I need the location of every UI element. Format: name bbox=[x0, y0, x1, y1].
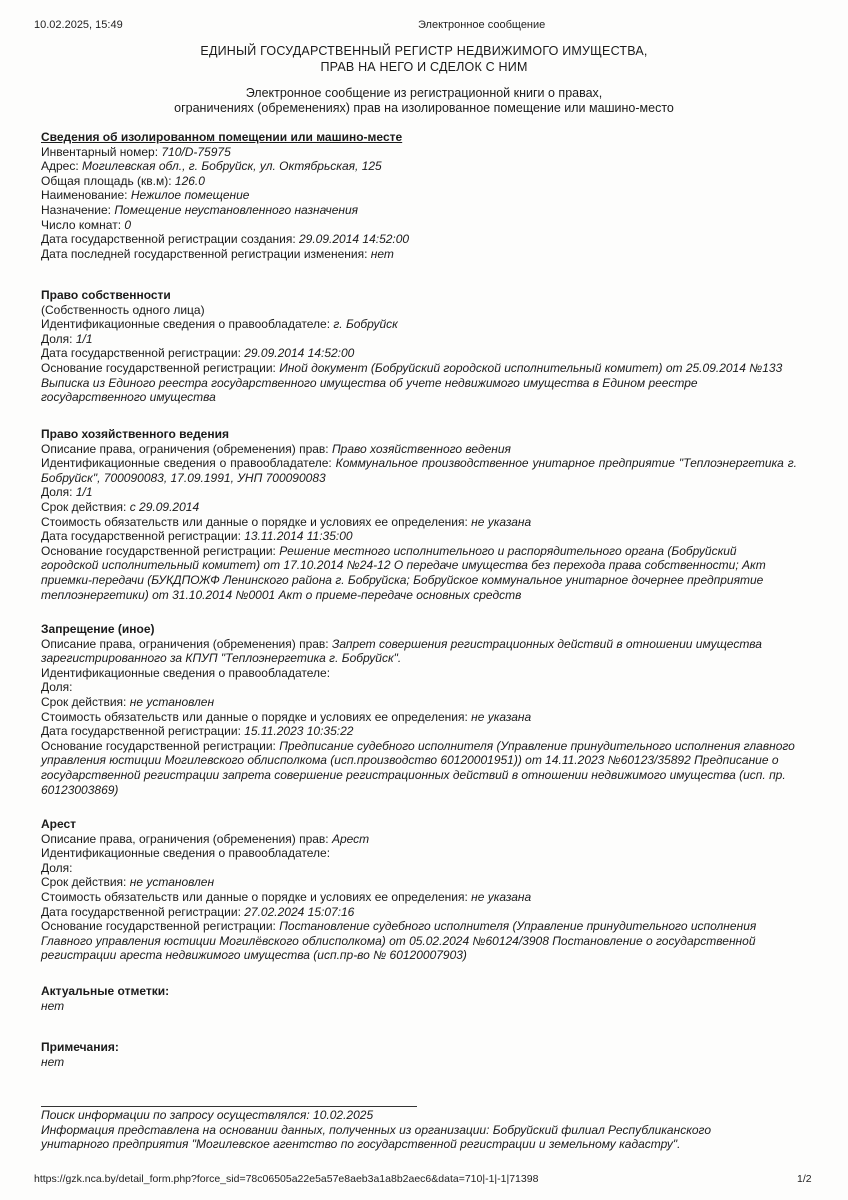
economic-right-desc: Описание права, ограничения (обременения) прав: Право хозяйственного ведения bbox=[41, 441, 511, 456]
ownership-share: Доля: 1/1 bbox=[41, 331, 93, 346]
field-name: Наименование: Нежилое помещение bbox=[41, 188, 250, 203]
actual-marks-value: нет bbox=[41, 998, 65, 1013]
print-doc-type: Электронное сообщение bbox=[418, 19, 546, 31]
arrest-reg-date: Дата государственной регистрации: 27.02.2024 15:07:16 bbox=[41, 904, 355, 919]
prohibition-reg-date: Дата государственной регистрации: 15.11.2023 10:35:22 bbox=[41, 724, 354, 739]
economic-right-holder: Идентификационные сведения о правообладателе: Коммунальное производственное унитарное предприятие "Теплоэнергетика г. Бобруйск", 700090083, 17.09.1991, УНП 700090083 bbox=[41, 456, 797, 485]
notes-heading: Примечания: bbox=[41, 1040, 119, 1054]
field-total-area: Общая площадь (кв.м): 126.0 bbox=[41, 173, 205, 188]
ownership-reg-date: Дата государственной регистрации: 29.09.2014 14:52:00 bbox=[41, 346, 355, 361]
prohibition-desc: Описание права, ограничения (обременения) прав: Запрет совершения регистрационных действий в отношении имущества зарегистрированного за КПУП "Теплоэнергетика г. Бобруйск". bbox=[41, 636, 762, 666]
prohibition-share: Доля: bbox=[41, 680, 73, 695]
prohibition-basis: Основание государственной регистрации: Предписание судебного исполнителя (Управление принудительного исполнения главного управления юстиции Могилевского облисполкома (исп.производство 60120001951)) от 14.11.2023 №60123/35892 Предписание о государственной регистрации запрета совершение регистрационных действий в отношении недвижимого имущества (исп. пр. 60123003869) bbox=[41, 738, 795, 797]
economic-right-basis: Основание государственной регистрации: Решение местного исполнительного и распорядительного органа (Бобруйский городской исполнительный комитет) от 17.10.2014 №24-12 О передаче имущества без перехода права собственности; Акт приемки-передачи (БУКДПОЖФ Ленинского района г. Бобруйска; Бобруйское коммунальное унитарное дочернее предприятие теплоэнергетики) от 31.10.2014 №0001 Акт о приеме-передаче основных средств bbox=[41, 543, 766, 602]
arrest-term: Срок действия: не установлен bbox=[41, 875, 215, 890]
ownership-basis: Основание государственной регистрации: Иной документ (Бобруйский городской исполнительный комитет) от 25.09.2014 №133 Выписка из Единого реестра государственного имущества об учете недвижимого имущества в Едином реестре государственного имущества bbox=[41, 360, 783, 405]
arrest-desc: Описание права, ограничения (обременения) прав: Арест bbox=[41, 831, 370, 846]
arrest-holder: Идентификационные сведения о правообладателе: bbox=[41, 846, 331, 861]
arrest-share: Доля: bbox=[41, 860, 73, 875]
field-purpose: Назначение: Помещение неустановленного назначения bbox=[41, 202, 359, 217]
message-subtitle bbox=[0, 86, 848, 115]
prohibition-term: Срок действия: не установлен bbox=[41, 694, 215, 709]
message-subtitle-line2: ограничениях (обременениях) прав на изолированное помещение или машино-место bbox=[174, 100, 674, 115]
source-org-note: Информация представлена на основании данных, полученных из организации: Бобруйский филиал Республиканского унитарного предприятия "Могилевское агентство по государственной регистрации и земельному кадастру". bbox=[41, 1122, 711, 1152]
notes-section bbox=[41, 1040, 797, 1069]
economic-right-share: Доля: 1/1 bbox=[41, 485, 93, 500]
economic-right-reg-date: Дата государственной регистрации: 13.11.2014 11:35:00 bbox=[41, 529, 353, 544]
register-title-line1: ЕДИНЫЙ ГОСУДАРСТВЕННЫЙ РЕГИСТР НЕДВИЖИМОГО ИМУЩЕСТВА, bbox=[200, 44, 648, 58]
arrest-basis: Основание государственной регистрации: Постановление судебного исполнителя (Управление принудительного исполнения Главного управления юстиции Могилёвского облисполкома) от 05.02.2024 №60124/3908 Постановление о государственной регистрации ареста недвижимого имущества (исп.пр-во № 60120007903) bbox=[41, 919, 757, 963]
field-inventory-number: Инвентарный номер: 710/D-75975 bbox=[41, 144, 231, 159]
field-rooms: Число комнат: 0 bbox=[41, 217, 132, 232]
actual-marks-section bbox=[41, 984, 797, 1013]
register-title-line2: ПРАВ НА НЕГО И СДЕЛОК С НИМ bbox=[320, 59, 528, 74]
page-url: https://gzk.nca.by/detail_form.php?force_sid=78c06505a22e5a57e8aeb3a1a8b2aec6&data=710|-1|-1|71398 bbox=[34, 1173, 539, 1185]
register-title bbox=[0, 44, 848, 75]
prohibition-cost: Стоимость обязательств или данные о порядке и условиях ее определения: не указана bbox=[41, 709, 532, 724]
footer-note bbox=[41, 1108, 781, 1152]
prohibition-section bbox=[41, 622, 797, 797]
ownership-heading: Право собственности bbox=[41, 288, 171, 302]
arrest-cost: Стоимость обязательств или данные о порядке и условиях ее определения: не указана bbox=[41, 889, 532, 904]
prohibition-holder: Идентификационные сведения о правообладателе: bbox=[41, 665, 331, 680]
premises-heading: Сведения об изолированном помещении или машино-месте bbox=[41, 130, 403, 144]
arrest-heading: Арест bbox=[41, 817, 77, 831]
economic-right-term: Срок действия: с 29.09.2014 bbox=[41, 499, 200, 514]
economic-right-heading: Право хозяйственного ведения bbox=[41, 427, 229, 441]
ownership-kind: (Собственность одного лица) bbox=[41, 302, 205, 317]
footer-divider bbox=[41, 1106, 417, 1107]
field-last-change: Дата последней государственной регистрации изменения: нет bbox=[41, 246, 394, 261]
ownership-holder: Идентификационные сведения о правообладателе: г. Бобруйск bbox=[41, 317, 398, 332]
search-date-note: Поиск информации по запросу осуществлялся: 10.02.2025 bbox=[41, 1108, 374, 1122]
message-subtitle-line1: Электронное сообщение из регистрационной книги о правах, bbox=[245, 86, 603, 100]
ownership-section bbox=[41, 288, 797, 405]
print-datetime: 10.02.2025, 15:49 bbox=[34, 19, 123, 31]
field-address: Адрес: Могилевская обл., г. Бобруйск, ул. Октябрьская, 125 bbox=[41, 159, 382, 174]
economic-right-section bbox=[41, 427, 797, 602]
field-creation-date: Дата государственной регистрации создания: 29.09.2014 14:52:00 bbox=[41, 232, 410, 247]
premises-section bbox=[41, 130, 797, 261]
notes-value: нет bbox=[41, 1054, 65, 1069]
page-number: 1/2 bbox=[797, 1173, 812, 1185]
economic-right-cost: Стоимость обязательств или данные о порядке и условиях ее определения: не указана bbox=[41, 514, 532, 529]
arrest-section bbox=[41, 817, 797, 963]
actual-marks-heading: Актуальные отметки: bbox=[41, 984, 170, 998]
prohibition-heading: Запрещение (иное) bbox=[41, 622, 155, 636]
